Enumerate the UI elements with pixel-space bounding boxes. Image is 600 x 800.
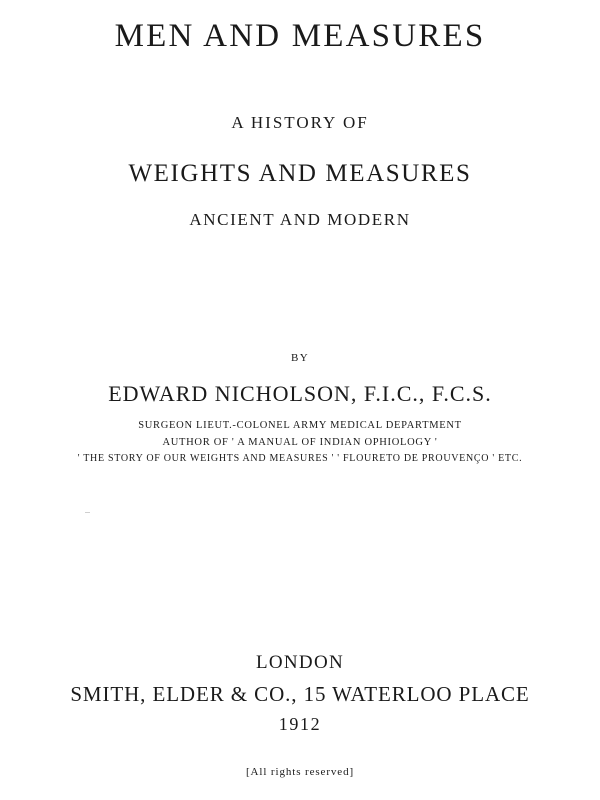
imprint-publisher: SMITH, ELDER & CO., 15 WATERLOO PLACE (70, 682, 530, 706)
rights-notice: [All rights reserved] (245, 766, 355, 778)
page-speck-mark (85, 512, 90, 513)
imprint-block (0, 652, 600, 735)
page-title: MEN AND MEASURES (114, 18, 486, 54)
author-name: EDWARD NICHOLSON, F.I.C., F.C.S. (108, 381, 492, 406)
author-credential-work-2: ' THE STORY OF OUR WEIGHTS AND MEASURES ' ' FLOURETO DE PROUVENÇO ' ETC. (77, 453, 523, 465)
by-label: BY (290, 352, 310, 364)
imprint-city: LONDON (255, 652, 344, 673)
subtitle-ancient-and-modern: ANCIENT AND MODERN (189, 210, 411, 229)
author-credential-rank: SURGEON LIEUT.-COLONEL ARMY MEDICAL DEPARTMENT (138, 420, 462, 431)
author-credential-work-1: AUTHOR OF ' A MANUAL OF INDIAN OPHIOLOGY ' (162, 437, 438, 449)
subtitle-weights-and-measures: WEIGHTS AND MEASURES (128, 160, 472, 187)
imprint-year: 1912 (278, 714, 322, 734)
subtitle-history-of: A HISTORY OF (231, 113, 369, 132)
